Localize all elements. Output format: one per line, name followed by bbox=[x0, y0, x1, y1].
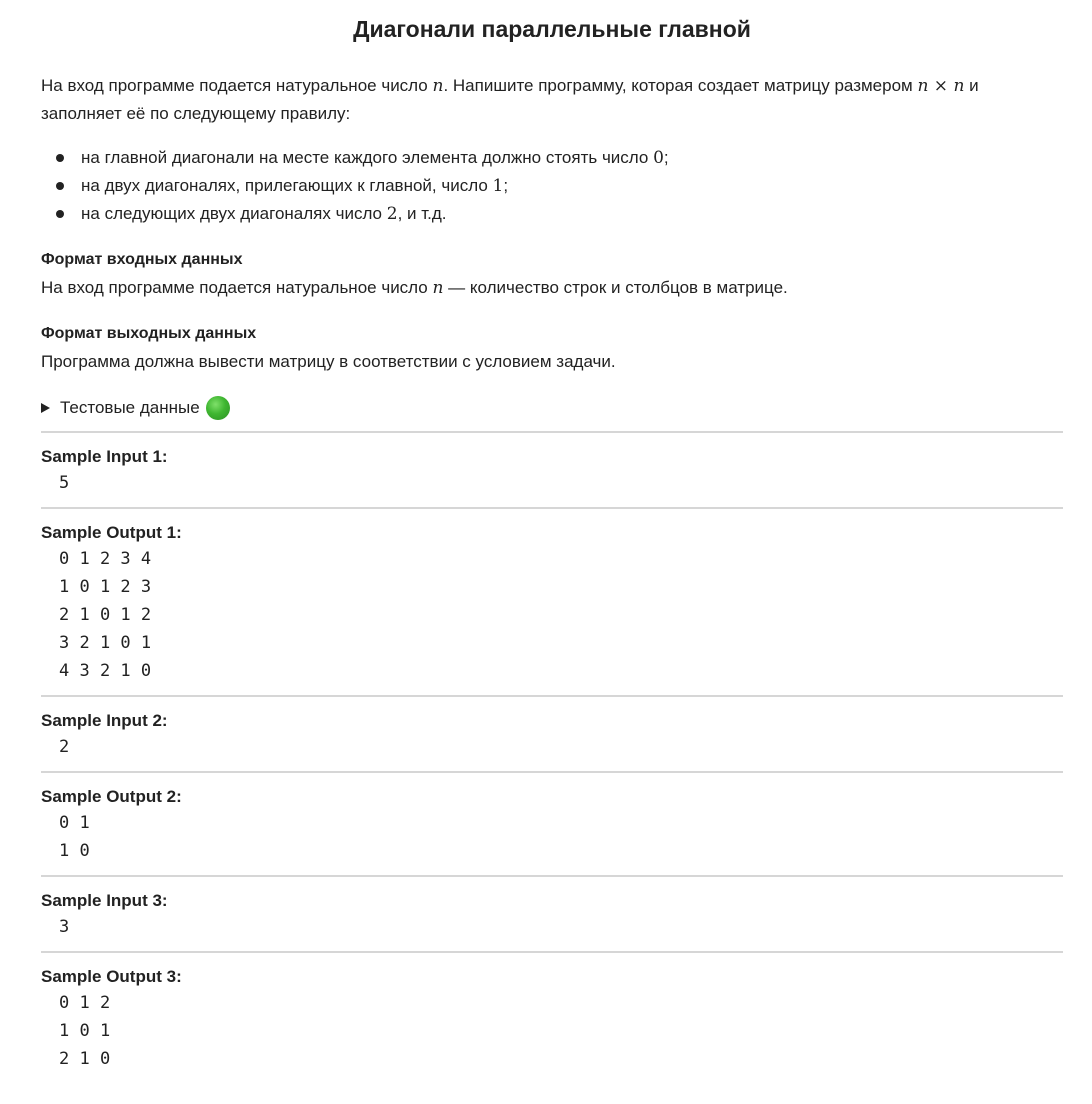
bullet-icon bbox=[56, 210, 64, 218]
sample-input-3: 3 bbox=[59, 917, 70, 937]
rule-text: ; bbox=[663, 148, 669, 167]
rule-text: на двух диагоналях, прилегающих к главной, число bbox=[81, 176, 493, 195]
statement-text: заполняет её по следующему правилу: bbox=[41, 104, 351, 123]
math-n: n bbox=[432, 278, 444, 298]
divider bbox=[41, 951, 1063, 953]
divider bbox=[41, 507, 1063, 509]
math-number: 1 bbox=[492, 176, 504, 196]
sample-output-2-label: Sample Output 2: bbox=[41, 787, 182, 806]
input-format-part: На вход программе подается натуральное число bbox=[41, 278, 433, 297]
bullet-icon bbox=[56, 182, 64, 190]
bullet-icon bbox=[56, 154, 64, 162]
input-format-part: — количество строк и столбцов в матрице. bbox=[443, 278, 788, 297]
expand-triangle-icon bbox=[41, 403, 50, 413]
sample-output-3: 0 1 2 1 0 1 2 1 0 bbox=[59, 993, 111, 1069]
list-item bbox=[41, 200, 1041, 228]
math-times: × bbox=[928, 76, 954, 96]
sample-input-1: 5 bbox=[59, 473, 70, 493]
test-data-label: Тестовые данные bbox=[60, 398, 200, 417]
sample-input-2-label: Sample Input 2: bbox=[41, 711, 168, 730]
input-format-text bbox=[41, 276, 1061, 300]
sample-output-3-label: Sample Output 3: bbox=[41, 967, 182, 986]
statement-text: . Напишите программу, которая создает матрицу размером bbox=[443, 76, 918, 95]
rule-text: на следующих двух диагоналях число bbox=[81, 204, 387, 223]
sample-output-2: 0 1 1 0 bbox=[59, 813, 90, 861]
sample-output-1-label: Sample Output 1: bbox=[41, 523, 182, 542]
list-item bbox=[41, 144, 1041, 172]
test-data-toggle[interactable] bbox=[41, 394, 230, 422]
list-item bbox=[41, 172, 1041, 200]
statement-text: На вход программе подается натуральное число bbox=[41, 76, 433, 95]
sample-input-1-label: Sample Input 1: bbox=[41, 447, 168, 466]
rule-text: на главной диагонали на месте каждого элемента должно стоять число bbox=[81, 148, 654, 167]
input-format-heading: Формат входных данных bbox=[41, 251, 243, 268]
divider bbox=[41, 431, 1063, 433]
rule-text: ; bbox=[503, 176, 509, 195]
problem-statement bbox=[41, 72, 1065, 128]
sample-input-3-label: Sample Input 3: bbox=[41, 891, 168, 910]
divider bbox=[41, 695, 1063, 697]
page-title: Диагонали параллельные главной bbox=[353, 16, 751, 42]
math-number: 2 bbox=[386, 204, 398, 224]
math-number: 0 bbox=[653, 148, 664, 168]
sample-input-2: 2 bbox=[59, 737, 70, 757]
rule-text: , и т.д. bbox=[397, 204, 447, 223]
output-format-heading: Формат выходных данных bbox=[41, 325, 257, 342]
divider bbox=[41, 771, 1063, 773]
statement-text: и bbox=[964, 76, 979, 95]
divider bbox=[41, 875, 1063, 877]
sample-output-1: 0 1 2 3 4 1 0 1 2 3 2 1 0 1 2 3 2 1 0 1 4 3 2 1 0 bbox=[59, 549, 152, 681]
green-circle-icon bbox=[206, 396, 230, 420]
rules-list bbox=[41, 144, 1041, 228]
math-n: n bbox=[432, 76, 444, 96]
math-n: n bbox=[917, 76, 929, 96]
math-n: n bbox=[953, 76, 965, 96]
output-format-text: Программа должна вывести матрицу в соответствии с условием задачи. bbox=[41, 352, 616, 371]
